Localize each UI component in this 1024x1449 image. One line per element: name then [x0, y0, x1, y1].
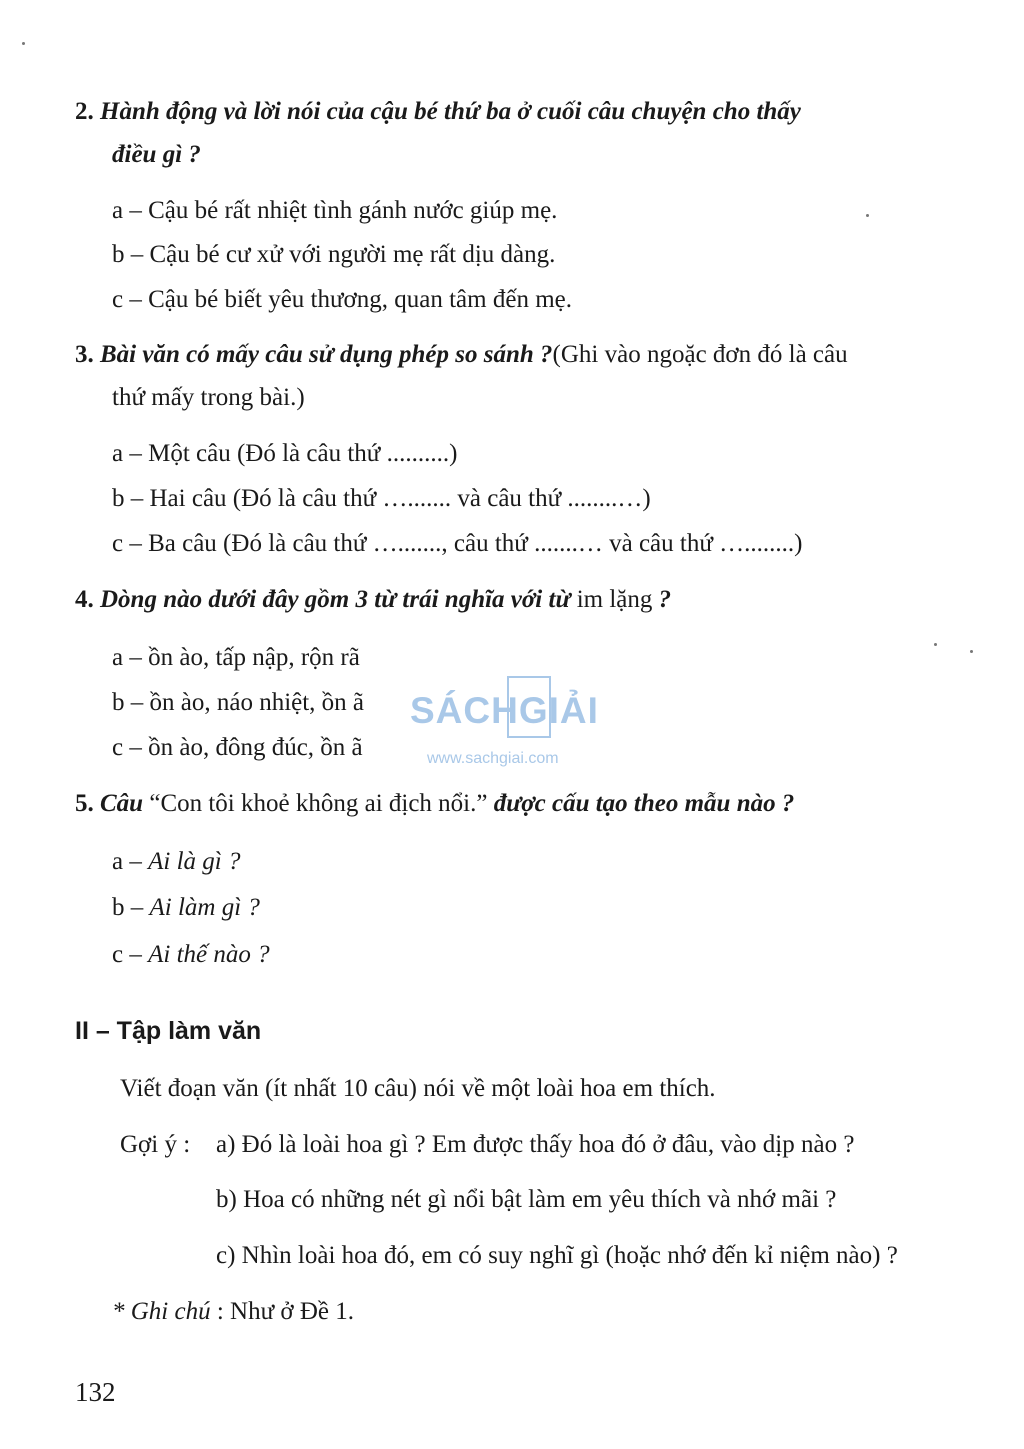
hint-b: b) Hoa có những nét gì nổi bật làm em yêu thích và nhớ mãi ?	[216, 1186, 837, 1213]
scan-speck	[970, 650, 973, 653]
q4-text-plain: im lặng	[576, 586, 653, 613]
scan-speck	[866, 214, 869, 217]
hint-label: Gợi ý :	[120, 1131, 191, 1158]
watermark-url: www.sachgiai.com	[427, 750, 559, 767]
q5-option-b	[112, 893, 260, 923]
q4-option-c: c – ồn ào, đông đúc, ồn ã	[112, 734, 363, 761]
q5-text-bold1: Câu	[100, 790, 144, 817]
q5-text-quote: “Con tôi khoẻ không ai địch nổi.”	[149, 790, 488, 817]
page-number: 132	[75, 1377, 116, 1407]
q3-number: 3.	[75, 341, 94, 368]
hint-a: a) Đó là loài hoa gì ? Em được thấy hoa đó ở đâu, vào dịp nào ?	[216, 1131, 855, 1158]
q3-title-line1	[75, 340, 848, 370]
q4-title	[75, 585, 671, 615]
q5-option-a	[112, 847, 240, 877]
q5-text-bold2: được cấu tạo theo mẫu nào ?	[493, 790, 795, 817]
q2-text-line2: điều gì ?	[112, 141, 201, 168]
q3-option-b: b – Hai câu (Đó là câu thứ …....... và câu thứ ........…)	[112, 485, 651, 512]
note-label: * Ghi chú	[112, 1298, 211, 1325]
q5-option-a-prefix: a –	[112, 848, 149, 875]
q4-number: 4.	[75, 586, 94, 613]
q5-option-b-text: Ai làm gì ?	[149, 894, 260, 921]
q4-option-b: b – ồn ào, náo nhiệt, ồn ã	[112, 689, 365, 716]
q2-option-b: b – Cậu bé cư xử với người mẹ rất dịu dàng.	[112, 241, 556, 268]
scan-speck	[22, 42, 25, 45]
hint-c: c) Nhìn loài hoa đó, em có suy nghĩ gì (hoặc nhớ đến kỉ niệm nào) ?	[216, 1242, 898, 1269]
q5-option-a-text: Ai là gì ?	[148, 848, 241, 875]
q3-text-bold: Bài văn có mấy câu sử dụng phép so sánh ?	[100, 341, 553, 368]
q2-number: 2.	[75, 98, 94, 125]
q4-option-a: a – ồn ào, tấp nập, rộn rã	[112, 644, 360, 671]
q2-option-a: a – Cậu bé rất nhiệt tình gánh nước giúp mẹ.	[112, 197, 558, 224]
q3-text-line2: thứ mấy trong bài.)	[112, 384, 305, 411]
q3-option-a: a – Một câu (Đó là câu thứ ..........)	[112, 440, 458, 467]
q2-title-line1	[75, 97, 801, 127]
section-heading: II – Tập làm văn	[75, 1017, 262, 1045]
scan-speck	[934, 643, 937, 646]
q5-number: 5.	[75, 790, 94, 817]
watermark-logo	[410, 676, 615, 768]
q2-text-line1: Hành động và lời nói của cậu bé thứ ba ở cuối câu chuyện cho thấy	[100, 98, 801, 125]
q3-text-rest: (Ghi vào ngoặc đơn đó là câu	[552, 341, 848, 368]
q4-text-end: ?	[658, 586, 672, 613]
q5-option-b-prefix: b –	[112, 894, 150, 921]
watermark-brand: SÁCHGIẢI	[410, 690, 599, 731]
q4-text-bold: Dòng nào dưới đây gồm 3 từ trái nghĩa với từ	[100, 586, 571, 613]
q2-option-c: c – Cậu bé biết yêu thương, quan tâm đến mẹ.	[112, 286, 572, 313]
q3-option-c: c – Ba câu (Đó là câu thứ …......., câu thứ .......… và câu thứ …........)	[112, 530, 803, 557]
section-prompt: Viết đoạn văn (ít nhất 10 câu) nói về một loài hoa em thích.	[120, 1075, 716, 1102]
q5-title	[75, 789, 794, 819]
note-text: : Như ở Đề 1.	[216, 1298, 355, 1325]
q5-option-c-text: Ai thế nào ?	[148, 941, 270, 968]
q5-option-c-prefix: c –	[112, 941, 149, 968]
note	[112, 1297, 354, 1327]
q5-option-c	[112, 940, 270, 970]
